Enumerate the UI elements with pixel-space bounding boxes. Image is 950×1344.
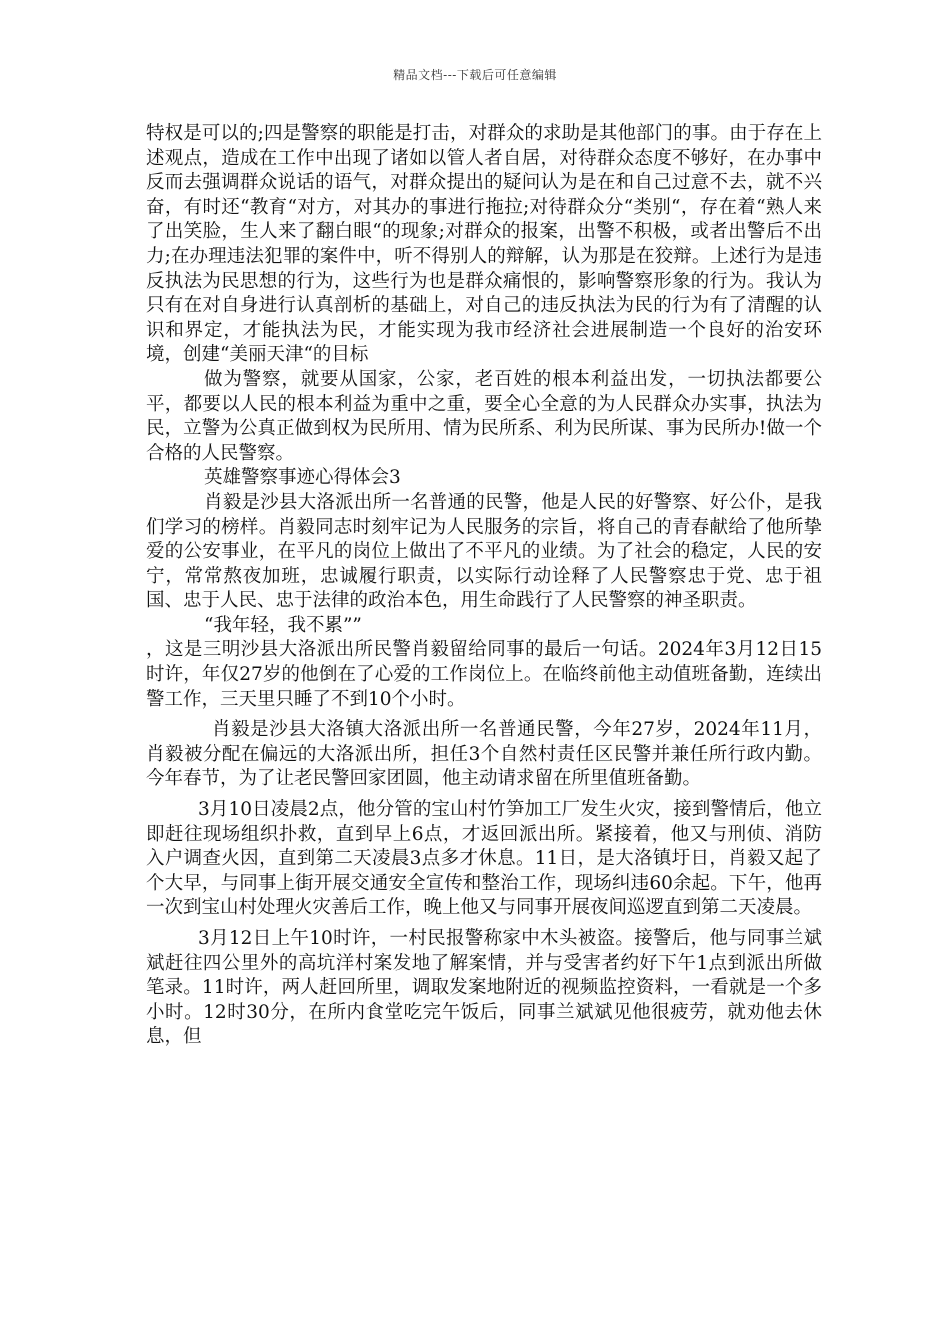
- page-header: 精品文档---下载后可任意编辑: [393, 68, 557, 82]
- section-heading: 英雄警察事迹心得体会3: [204, 467, 401, 489]
- document-body: [146, 122, 822, 1050]
- quote-line: “我年轻，我不累””: [204, 614, 362, 636]
- paragraph-4: ，这是三明沙县大洛派出所民警肖毅留给同事的最后一句话。2024年3月12日15时许，年仅27岁的他倒在了心爱的工作岗位上。在临终前他主动值班备勤，连续出警工作，三天里只睡了不到10个小时。: [146, 639, 822, 710]
- paragraph-2: 做为警察，就要从国家，公家，老百姓的根本利益出发，一切执法都要公平，都要以人民的根本利益为重中之重，要全心全意的为人民群众办实事，执法为民，立警为公真正做到权为民所用、情为民所系、利为民所谋、事为民所办!做一个合格的人民警察。: [146, 368, 822, 464]
- paragraph-1: 特权是可以的;四是警察的职能是打击，对群众的求助是其他部门的事。由于存在上述观点，造成在工作中出现了诸如以管人者自居，对待群众态度不够好，在办事中反而去强调群众说话的语气，对群众提出的疑问认为是在和自己过意不去，就不兴奋，有时还“教育“对方，对其办的事进行拖拉;对待群众分“类别“，存在着“熟人来了出笑脸，生人来了翻白眼“的现象;对群众的报案，出警不积极，或者出警后不出力;在办理违法犯罪的案件中，听不得别人的辩解，认为那是在狡辩。上述行为是违反执法为民思想的行为，这些行为也是群众痛恨的，影响警察形象的行为。我认为只有在对自身进行认真剖析的基础上，对自己的违反执法为民的行为有了清醒的认识和界定，才能执法为民，才能实现为我市经济社会进展制造一个良好的治安环境，创建“美丽天津“的目标: [146, 123, 822, 366]
- paragraph-3: 肖毅是沙县大洛派出所一名普通的民警，他是人民的好警察、好公仆，是我们学习的榜样。肖毅同志时刻牢记为人民服务的宗旨，将自己的青春献给了他所挚爱的公安事业，在平凡的岗位上做出了不平凡的业绩。为了社会的稳定，人民的安宁，常常熬夜加班，忠诚履行职责，以实际行动诠释了人民警察忠于党、忠于祖国、忠于人民、忠于法律的政治本色，用生命践行了人民警察的神圣职责。: [146, 491, 822, 612]
- paragraph-7: 3月12日上午10时许，一村民报警称家中木头被盗。接警后，他与同事兰斌斌赶往四公里外的高坑洋村案发地了解案情，并与受害者约好下午1点到派出所做笔录。11时许，两人赶回所里，调取发案地附近的视频监控资料，一看就是一个多小时。12时30分，在所内食堂吃完午饭后，同事兰斌斌见他很疲劳，就劝他去休息，但: [146, 928, 822, 1048]
- paragraph-6: 3月10日凌晨2点，他分管的宝山村竹笋加工厂发生火灾，接到警情后，他立即赶往现场组织扑救，直到早上6点，才返回派出所。紧接着，他又与刑侦、消防入户调查火因，直到第二天凌晨3点多才休息。11日，是大洛镇圩日，肖毅又起了个大早，与同事上街开展交通安全宣传和整治工作，现场纠违60余起。下午，他再一次到宝山村处理火灾善后工作，晚上他又与同事开展夜间巡逻直到第二天凌晨。: [146, 799, 822, 919]
- paragraph-5: 肖毅是沙县大洛镇大洛派出所一名普通民警，今年27岁，2024年11月，肖毅被分配在偏远的大洛派出所，担任3个自然村责任区民警并兼任所行政内勤。今年春节，为了让老民警回家团圆，他主动请求留在所里值班备勤。: [146, 719, 822, 790]
